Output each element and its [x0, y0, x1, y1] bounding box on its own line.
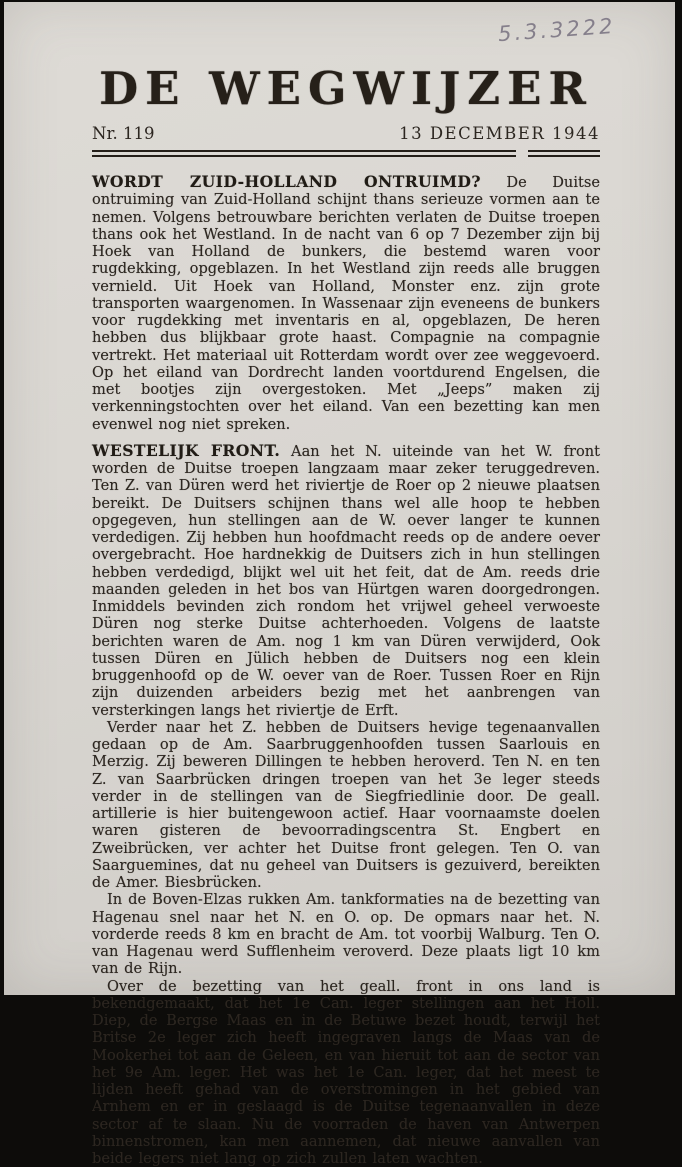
issue-row	[92, 124, 600, 143]
article-text: De Duitse ontruiming van Zuid-Holland schijnt thans serieuze vormen aan te nemen. Volgens betrouwbare berichten verlaten de Duitse troepen thans ook het Westland. In de nacht van 6 op 7 Dezember zijn bij Hoek van Holland de bunkers, die bestemd waren voor rugdekking, opgeblazen. In het Westland zijn reeds alle bruggen vernield. Uit Hoek van Holland, Monster enz. zijn grote transporten waargenomen. In Wassenaar zijn eveneens de bunkers voor rugdekking met inventaris en al, opgeblazen, De heren hebben dus blijkbaar grote haast. Compagnie na compagnie vertrekt. Het materiaal uit Rotterdam wordt over zee weggevoerd. Op het eiland van Dordrecht landen voortdurend Engelsen, die met bootjes zijn overgestoken. Met „Jeeps” maken zij verkenningstochten over het eiland. Van een bezetting kan men evenwel nog niet spreken.	[92, 174, 600, 433]
article-body	[92, 173, 600, 1167]
double-rule-divider	[92, 150, 600, 157]
page-content	[4, 2, 675, 1167]
rule-segment-long	[92, 150, 516, 157]
article-heading: WESTELIJK FRONT.	[92, 441, 280, 460]
paragraph: Verder naar het Z. hebben de Duitsers hevige tegenaanvallen gedaan op de Am. Saarbruggenhoofden tussen Saarlouis en Merzig. Zij beweren Dillingen te hebben heroverd. Ten N. en ten Z. van Saarbrücken dringen troepen van het 3e leger steeds verder in de stellingen van de Siegfriedlinie door. De geall. artillerie is hier buitengewoon actief. Haar voornaamste doelen waren gisteren de bevoorradingscentra St. Engbert en Zweibrücken, ver achter het Duitse front gelegen. Ten O. van Saarguemines, dat nu geheel van Duitsers is gezuiverd, bereikten de Amer. Biesbrücken.	[92, 719, 600, 892]
handwritten-catalog-number: 5.3.3222	[497, 14, 616, 46]
rule-segment-short	[528, 150, 600, 157]
document-page	[4, 2, 675, 995]
paragraph	[92, 173, 600, 433]
article-westelijk-front	[92, 442, 600, 1167]
paragraph	[92, 442, 600, 719]
paragraph: In de Boven-Elzas rukken Am. tankformaties na de bezetting van Hagenau snel naar het N. en O. op. De opmars naar het. N. vorderde reeds 8 km en bracht de Am. tot voorbij Walburg. Ten O. van Hagenau werd Sufflenheim veroverd. Deze plaats ligt 10 km van de Rijn.	[92, 891, 600, 977]
article-heading: WORDT ZUID-HOLLAND ONTRUIMD?	[92, 172, 481, 191]
article-text: Aan het N. uiteinde van het W. front worden de Duitse troepen langzaam maar zeker teruggedreven. Ten Z. van Düren werd het riviertje de Roer op 2 nieuwe plaatsen bereikt. De Duitsers schijnen thans wel alle hoop te hebben opgegeven, hun stellingen aan de W. oever langer te kunnen verdedigen. Zij hebben hun hoofdmacht reeds op de andere oever overgebracht. Hoe hardnekkig de Duitsers zich in hun stellingen hebben verdedigd, blijkt wel uit het feit, dat de Am. reeds drie maanden geleden in het bos van Hürtgen waren doorgedrongen. Inmiddels bevinden zich rondom het vrijwel geheel verwoeste Düren nog sterke Duitse achterhoeden. Volgens de laatste berichten waren de Am. nog 1 km van Düren verwijderd, Ook tussen Düren en Jülich hebben de Duitsers nog een klein bruggenhoofd op de W. oever van de Roer. Tussen Roer en Rijn zijn duizenden arbeiders bezig met het aanbrengen van versterkingen langs het riviertje de Erft.	[92, 443, 600, 719]
issue-number: Nr. 119	[92, 124, 155, 143]
paragraph: Over de bezetting van het geall. front in ons land is bekendgemaakt, dat het 1e Can. leger stellingen aan het Holl. Diep, de Bergse Maas en in de Betuwe bezet houdt, terwijl het Britse 2e leger zich heeft ingegraven langs de Maas van de Mookerhei tot aan de Geleen, en van hieruit tot aan de sector van het 9e Am. leger. Het was het 1e Can. leger, dat het meest te lijden heeft gehad van de overstromingen in het gebied van Arnhem en er in geslaagd is de Duitse tegenaanvallen in deze sector af te slaan. Nu de voorraden de haven van Antwerpen binnenstromen, kan men aannemen, dat nieuwe aanvallen van beide legers niet lang op zich zullen laten wachten.	[92, 978, 600, 1167]
issue-date: 13 DECEMBER 1944	[399, 124, 600, 143]
masthead	[92, 62, 600, 157]
article-zuid-holland	[92, 173, 600, 433]
newspaper-title: DE WEGWIJZER	[92, 62, 600, 115]
